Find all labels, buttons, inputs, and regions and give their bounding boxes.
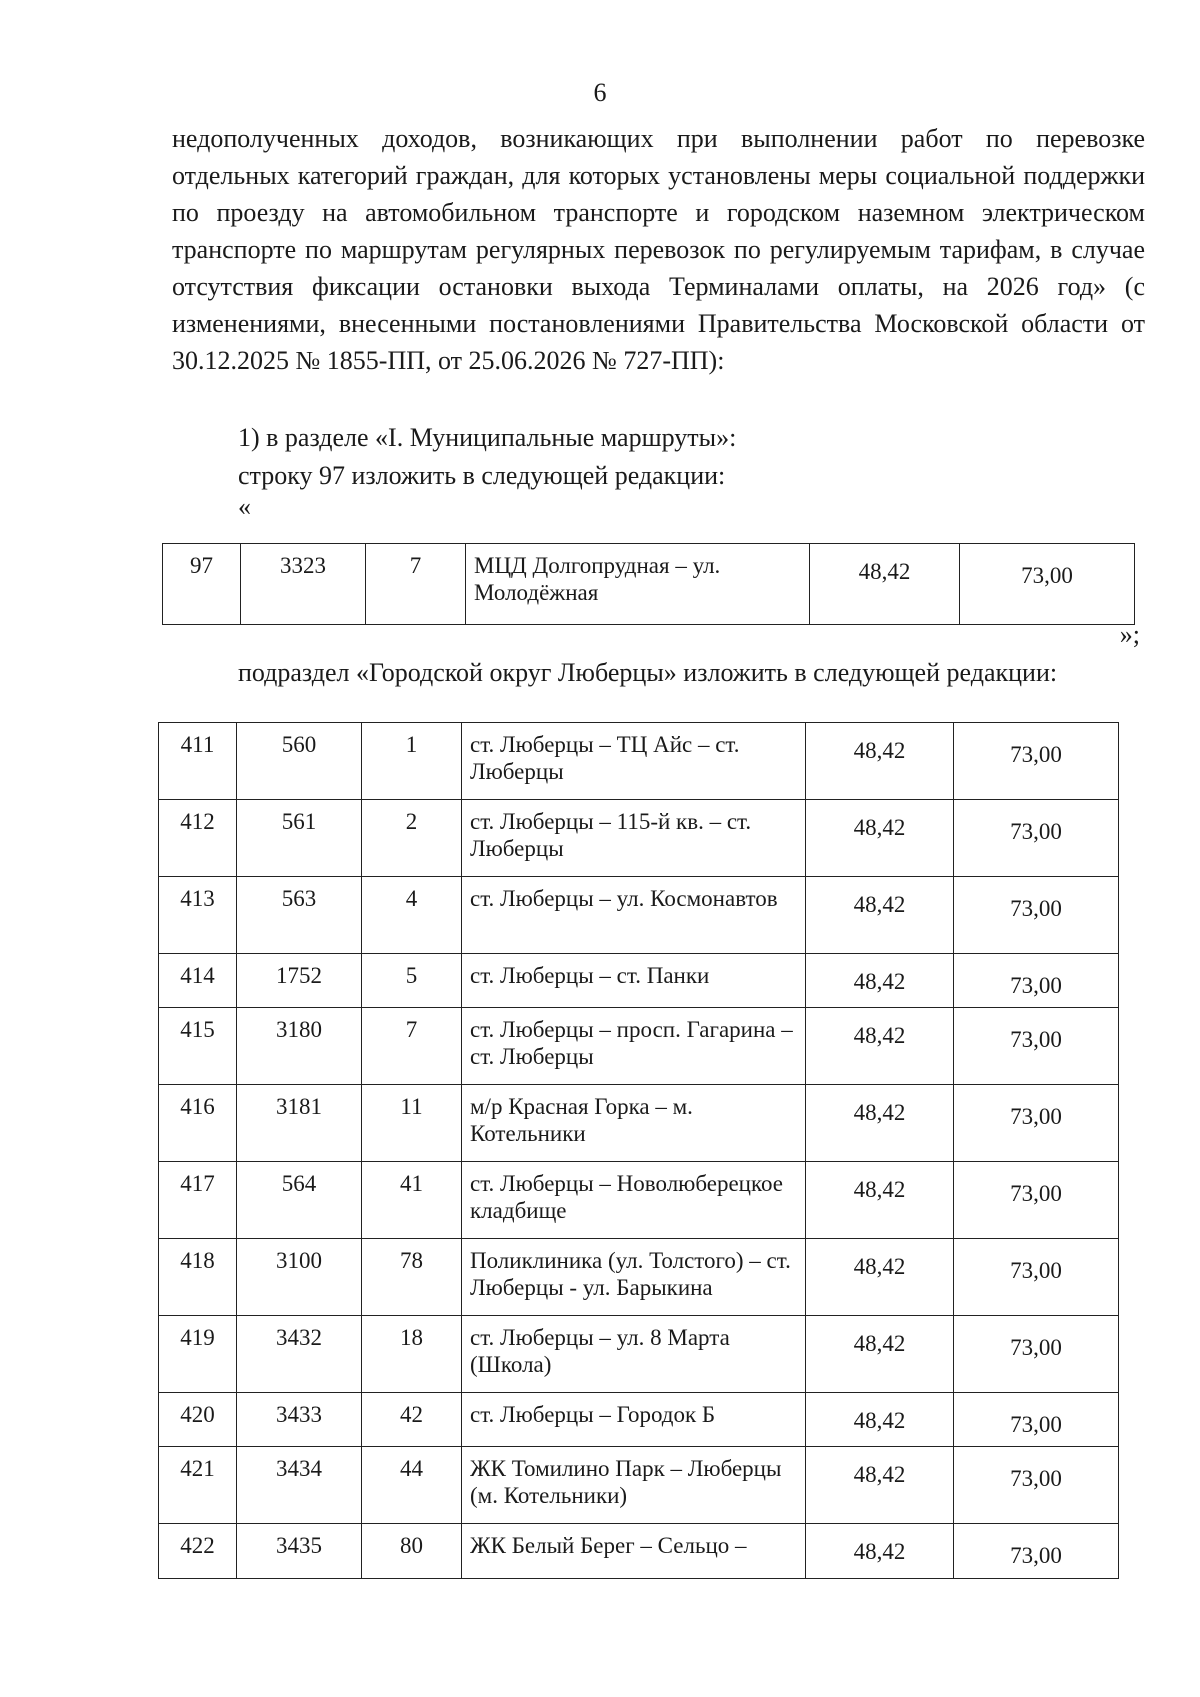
- price-cell-2: [954, 1239, 1119, 1316]
- price-cell-2: [954, 954, 1119, 1008]
- route-number-cell: 1: [362, 723, 462, 800]
- price-cell-1: [806, 1447, 954, 1524]
- subsection-instruction-text: подраздел «Городской округ Люберцы» изложить в следующей редакции:: [238, 658, 1058, 687]
- table-row: [159, 1393, 1119, 1447]
- route-name-cell: ст. Люберцы – ст. Панки: [462, 954, 806, 1008]
- row-number-cell: 422: [159, 1524, 237, 1579]
- price-value-1: 48,42: [858, 559, 911, 584]
- price-value-1: 48,42: [853, 1254, 906, 1279]
- price-cell-1: [806, 800, 954, 877]
- price-value-2: 73,00: [1010, 1543, 1062, 1568]
- registry-number-cell: 3433: [237, 1393, 362, 1447]
- registry-number-cell: 563: [237, 877, 362, 954]
- route-number-cell: 4: [362, 877, 462, 954]
- price-cell-2: [954, 877, 1119, 954]
- registry-number-cell: 560: [237, 723, 362, 800]
- price-value-1: 48,42: [853, 1331, 906, 1356]
- price-value-2: 73,00: [1010, 819, 1062, 844]
- registry-number-cell: 564: [237, 1162, 362, 1239]
- price-cell-1: [806, 1316, 954, 1393]
- price-cell-1: [806, 1085, 954, 1162]
- route-name-cell: МЦД Долгопрудная – ул. Молодёжная: [466, 544, 810, 625]
- route-name-cell: Поликлиника (ул. Толстого) – ст. Люберцы - ул. Барыкина: [462, 1239, 806, 1316]
- price-value-1: 48,42: [853, 1408, 906, 1433]
- table-row: [159, 877, 1119, 954]
- route-number-cell: 7: [366, 544, 466, 625]
- registry-number-cell: 3323: [241, 544, 366, 625]
- registry-number-cell: 3434: [237, 1447, 362, 1524]
- price-value-2: 73,00: [1010, 973, 1062, 998]
- price-cell-2: [954, 723, 1119, 800]
- registry-number-cell: 1752: [237, 954, 362, 1008]
- route-name-cell: ст. Люберцы – 115-й кв. – ст. Люберцы: [462, 800, 806, 877]
- table-row: [159, 1085, 1119, 1162]
- route-number-cell: 80: [362, 1524, 462, 1579]
- price-value-2: 73,00: [1010, 1466, 1062, 1491]
- table-row: [159, 1447, 1119, 1524]
- row-number-cell: 411: [159, 723, 237, 800]
- price-value-1: 48,42: [853, 1177, 906, 1202]
- price-cell-1: [806, 1239, 954, 1316]
- route-name-cell: ст. Люберцы – ТЦ Айс – ст. Люберцы: [462, 723, 806, 800]
- row-number-cell: 414: [159, 954, 237, 1008]
- table-row: [159, 800, 1119, 877]
- registry-number-cell: 3180: [237, 1008, 362, 1085]
- price-cell-1: [806, 954, 954, 1008]
- price-value-2: 73,00: [1021, 563, 1073, 588]
- price-value-1: 48,42: [853, 738, 906, 763]
- route-number-cell: 78: [362, 1239, 462, 1316]
- route-name-cell: ЖК Томилино Парк – Люберцы (м. Котельники): [462, 1447, 806, 1524]
- route-name-cell: ст. Люберцы – ул. 8 Марта (Школа): [462, 1316, 806, 1393]
- price-cell-2: [954, 800, 1119, 877]
- route-name-cell: м/р Красная Горка – м. Котельники: [462, 1085, 806, 1162]
- price-cell-1: [806, 1524, 954, 1579]
- price-value-2: 73,00: [1010, 1104, 1062, 1129]
- price-value-1: 48,42: [853, 1539, 906, 1564]
- route-name-cell: ЖК Белый Берег – Сельцо –: [462, 1524, 806, 1579]
- price-value-2: 73,00: [1010, 1335, 1062, 1360]
- page-number: 6: [593, 78, 607, 107]
- row-number-cell: 420: [159, 1393, 237, 1447]
- price-cell-2: [954, 1008, 1119, 1085]
- row-number-cell: 416: [159, 1085, 237, 1162]
- price-value-1: 48,42: [853, 892, 906, 917]
- price-cell-2: [960, 544, 1135, 625]
- route-name-cell: ст. Люберцы – Городок Б: [462, 1393, 806, 1447]
- intro-paragraph: недополученных доходов, возникающих при выполнении работ по перевозке отдельных категорий граждан, для которых установлены меры социальной поддержки по проезду на автомобильном транспорте и городском наземном электрическом транспорте по маршрутам регулярных перевозок по регулируемым тарифам, в случае отсутствия фиксации остановки выхода Терминалами оплаты, на 2026 год» (с изменениями, внесенными постановлениями Правительства Московской области от 30.12.2025 № 1855-ПП, от 25.06.2026 № 727-ПП):: [172, 124, 1145, 375]
- route-name-cell: ст. Люберцы – Новолюберецкое кладбище: [462, 1162, 806, 1239]
- table-row: [163, 544, 1135, 625]
- price-cell-1: [806, 723, 954, 800]
- row-number-cell: 412: [159, 800, 237, 877]
- table-row: [159, 1524, 1119, 1579]
- registry-number-cell: 3100: [237, 1239, 362, 1316]
- route-name-cell: ст. Люберцы – ул. Космонавтов: [462, 877, 806, 954]
- quote-close-mark: »;: [1119, 620, 1140, 649]
- route-number-cell: 42: [362, 1393, 462, 1447]
- route-number-cell: 5: [362, 954, 462, 1008]
- table-row: [159, 1239, 1119, 1316]
- quote-open-mark: «: [238, 492, 251, 521]
- registry-number-cell: 561: [237, 800, 362, 877]
- table-row: [159, 1316, 1119, 1393]
- route-number-cell: 44: [362, 1447, 462, 1524]
- price-value-1: 48,42: [853, 815, 906, 840]
- route-number-cell: 41: [362, 1162, 462, 1239]
- row97-table: [162, 543, 1135, 625]
- section-item-text: 1) в разделе «I. Муниципальные маршруты»:: [238, 423, 737, 452]
- table-row: [159, 723, 1119, 800]
- route-number-cell: 7: [362, 1008, 462, 1085]
- route-number-cell: 18: [362, 1316, 462, 1393]
- price-cell-1: [806, 1008, 954, 1085]
- registry-number-cell: 3432: [237, 1316, 362, 1393]
- registry-number-cell: 3181: [237, 1085, 362, 1162]
- price-value-1: 48,42: [853, 1100, 906, 1125]
- row-number-cell: 418: [159, 1239, 237, 1316]
- price-value-2: 73,00: [1010, 1412, 1062, 1437]
- price-cell-2: [954, 1393, 1119, 1447]
- price-cell-1: [806, 1393, 954, 1447]
- price-cell-2: [954, 1316, 1119, 1393]
- price-value-1: 48,42: [853, 1462, 906, 1487]
- price-cell-1: [806, 1162, 954, 1239]
- price-value-1: 48,42: [853, 969, 906, 994]
- price-value-2: 73,00: [1010, 1258, 1062, 1283]
- row-number-cell: 417: [159, 1162, 237, 1239]
- row-number-cell: 421: [159, 1447, 237, 1524]
- row-number-cell: 97: [163, 544, 241, 625]
- row-number-cell: 415: [159, 1008, 237, 1085]
- row-number-cell: 413: [159, 877, 237, 954]
- price-value-2: 73,00: [1010, 742, 1062, 767]
- price-cell-1: [810, 544, 960, 625]
- table-row: [159, 1008, 1119, 1085]
- price-value-2: 73,00: [1010, 896, 1062, 921]
- price-cell-2: [954, 1162, 1119, 1239]
- price-value-2: 73,00: [1010, 1027, 1062, 1052]
- table-row: [159, 1162, 1119, 1239]
- registry-number-cell: 3435: [237, 1524, 362, 1579]
- price-value-2: 73,00: [1010, 1181, 1062, 1206]
- route-number-cell: 11: [362, 1085, 462, 1162]
- price-cell-2: [954, 1085, 1119, 1162]
- route-number-cell: 2: [362, 800, 462, 877]
- price-cell-2: [954, 1524, 1119, 1579]
- row97-instruction-text: строку 97 изложить в следующей редакции:: [238, 461, 726, 490]
- table-row: [159, 954, 1119, 1008]
- price-cell-1: [806, 877, 954, 954]
- row-number-cell: 419: [159, 1316, 237, 1393]
- lyubertsy-routes-table: [158, 722, 1119, 1579]
- price-cell-2: [954, 1447, 1119, 1524]
- route-name-cell: ст. Люберцы – просп. Гагарина – ст. Люберцы: [462, 1008, 806, 1085]
- price-value-1: 48,42: [853, 1023, 906, 1048]
